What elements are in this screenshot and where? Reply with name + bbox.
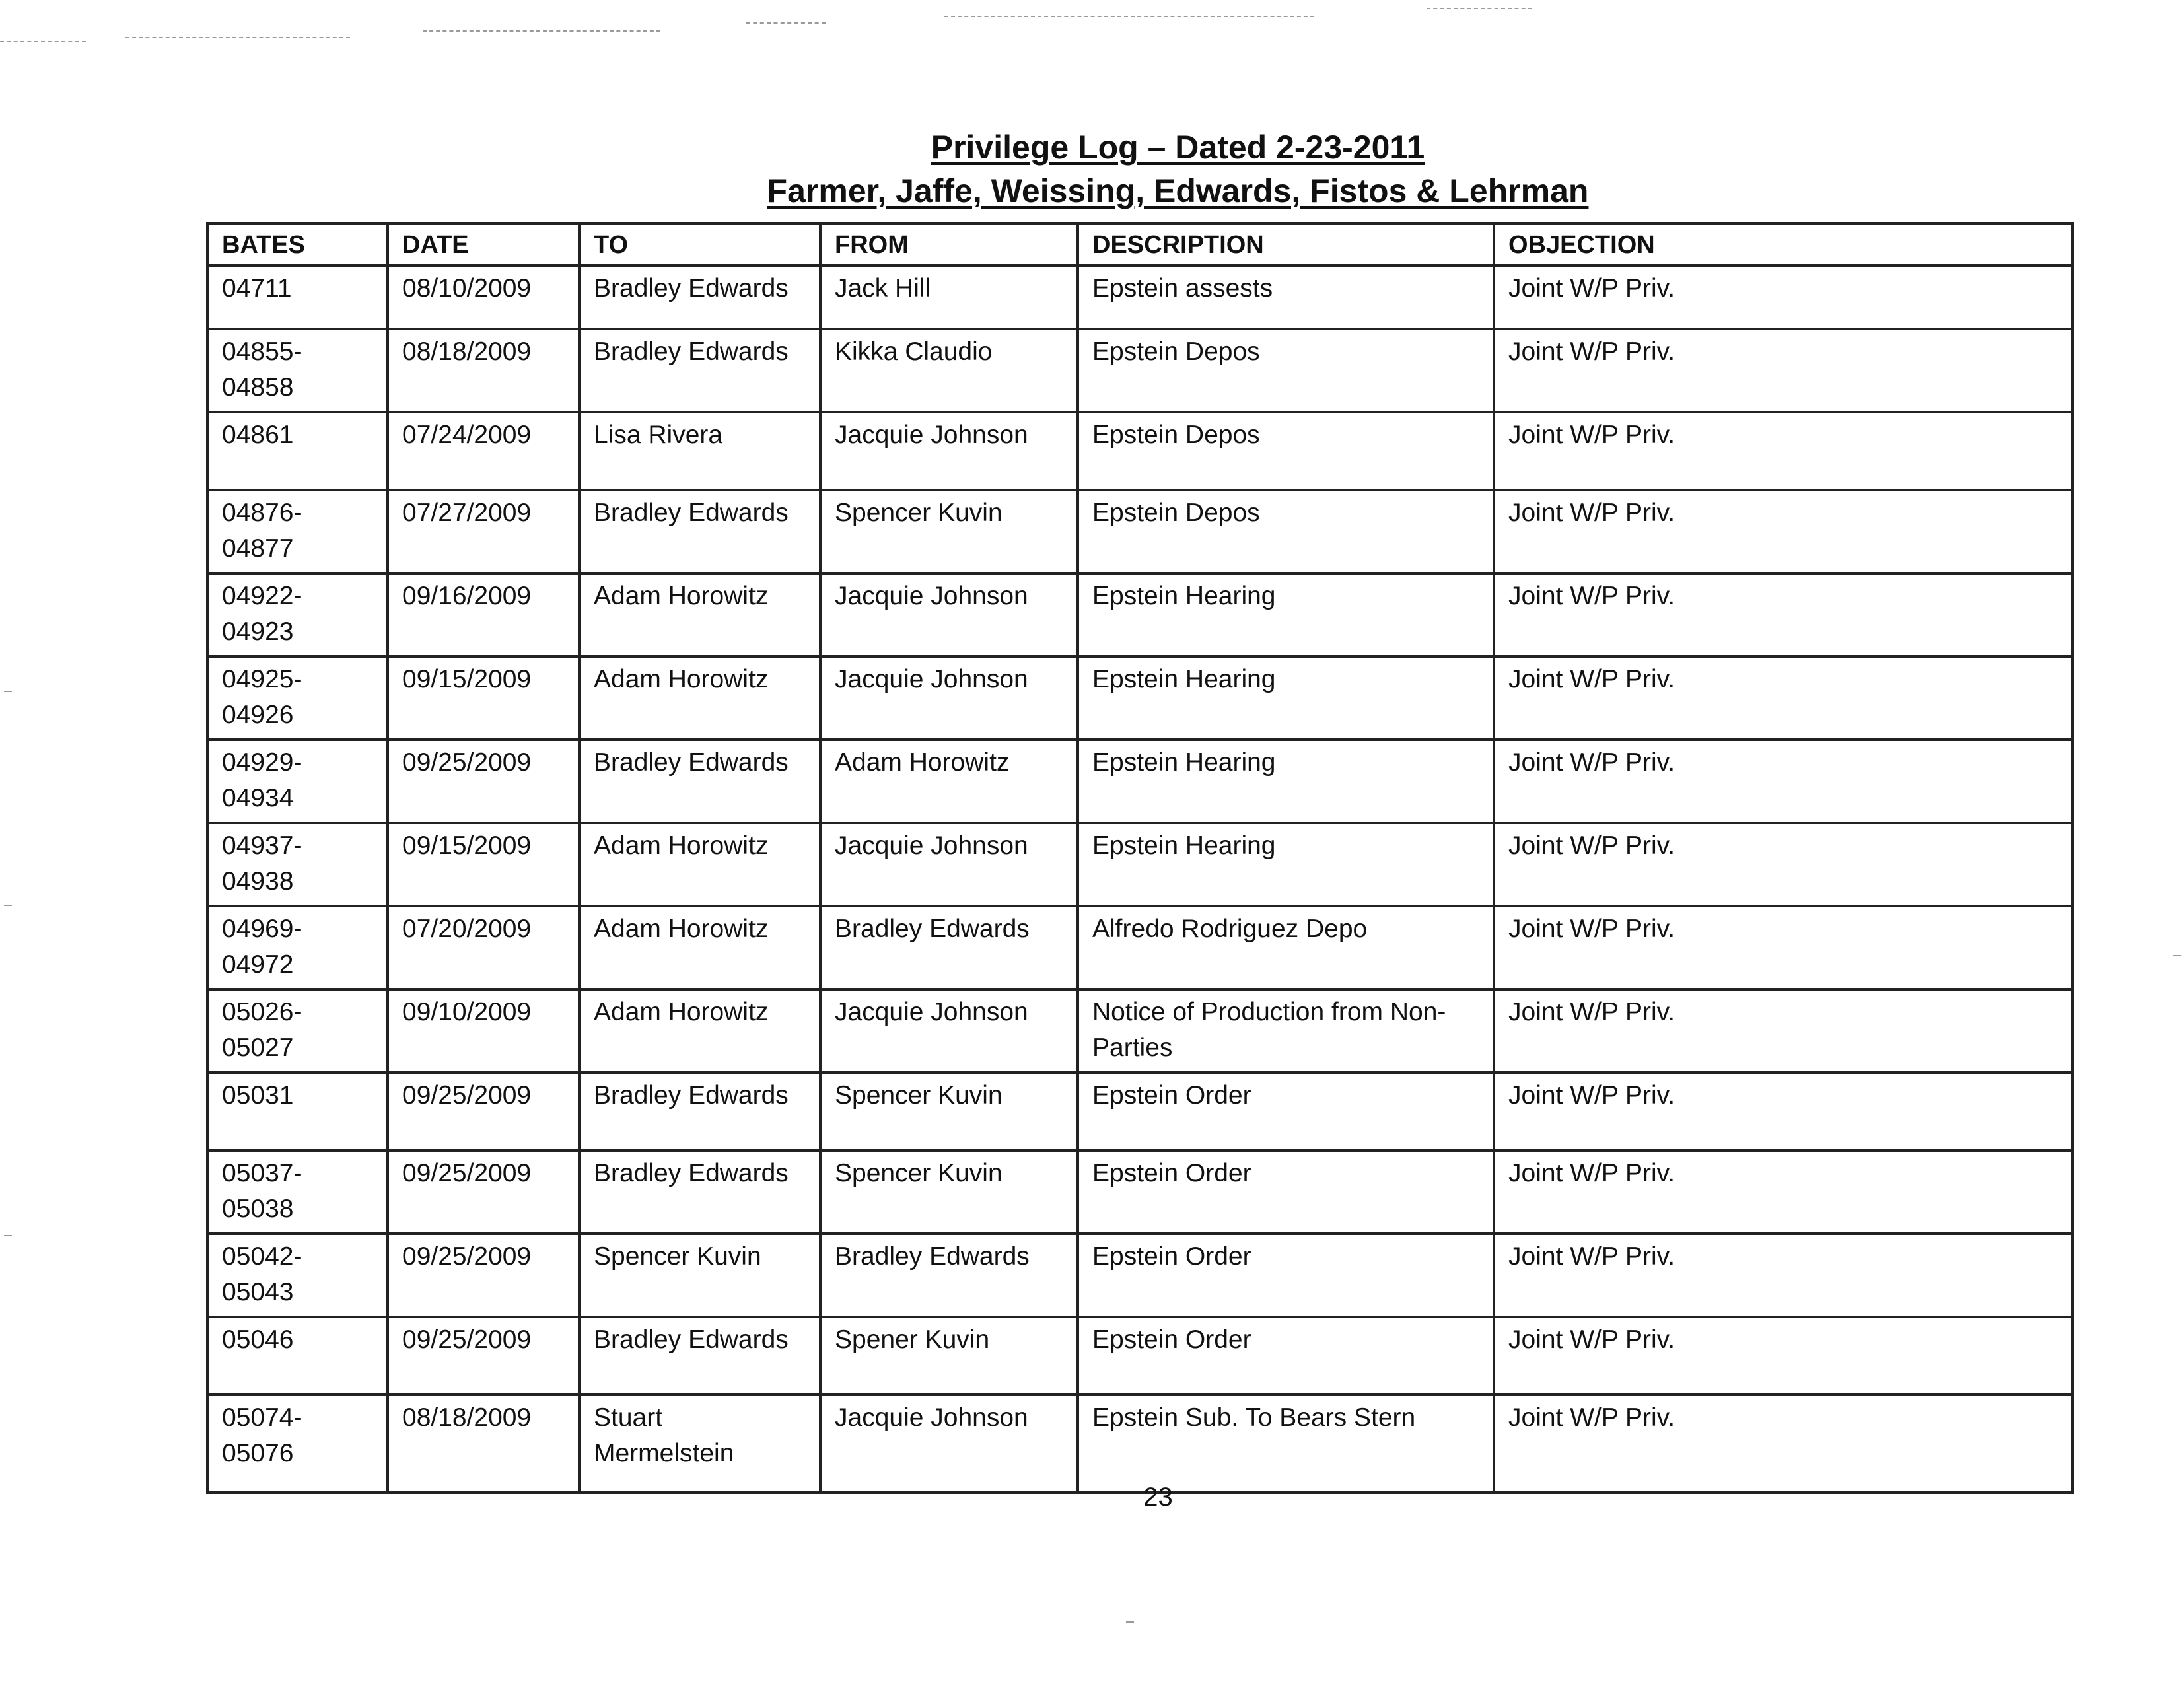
cell-objection: Joint W/P Priv. — [1494, 265, 2072, 329]
cell-description: Alfredo Rodriguez Depo — [1078, 906, 1494, 989]
cell-to: Bradley Edwards — [579, 490, 820, 573]
cell-date: 09/25/2009 — [388, 1073, 579, 1150]
margin-mark — [1126, 1621, 1134, 1623]
table-row — [207, 329, 2072, 412]
cell-bates: 05026-05027 — [207, 989, 388, 1073]
cell-objection: Joint W/P Priv. — [1494, 1317, 2072, 1395]
cell-objection: Joint W/P Priv. — [1494, 906, 2072, 989]
cell-objection: Joint W/P Priv. — [1494, 989, 2072, 1073]
cell-bates: 04937-04938 — [207, 823, 388, 906]
margin-mark — [4, 905, 12, 906]
table-row — [207, 265, 2072, 329]
cell-to: Bradley Edwards — [579, 265, 820, 329]
table-row — [207, 823, 2072, 906]
table-row — [207, 1073, 2072, 1150]
cell-bates: 04929-04934 — [207, 740, 388, 823]
cell-to: Adam Horowitz — [579, 823, 820, 906]
cell-objection: Joint W/P Priv. — [1494, 1073, 2072, 1150]
cell-to: Stuart Mermelstein — [579, 1395, 820, 1493]
margin-mark — [4, 691, 12, 692]
cell-bates: 04925-04926 — [207, 656, 388, 740]
cell-objection: Joint W/P Priv. — [1494, 1234, 2072, 1317]
margin-mark — [2173, 955, 2181, 956]
cell-description: Epstein Depos — [1078, 329, 1494, 412]
cell-bates: 05046 — [207, 1317, 388, 1395]
margin-mark — [4, 1235, 12, 1236]
scan-artifact-line — [944, 16, 1314, 17]
document-subtitle: Farmer, Jaffe, Weissing, Edwards, Fistos & Lehrman — [767, 172, 1589, 209]
cell-description: Epstein Depos — [1078, 490, 1494, 573]
cell-date: 08/18/2009 — [388, 329, 579, 412]
cell-from: Jacquie Johnson — [820, 412, 1078, 490]
cell-from: Jack Hill — [820, 265, 1078, 329]
column-header-bates: BATES — [207, 223, 388, 265]
table-row — [207, 906, 2072, 989]
cell-to: Spencer Kuvin — [579, 1234, 820, 1317]
page-number: 23 — [1143, 1483, 1173, 1512]
cell-bates: 04711 — [207, 265, 388, 329]
cell-bates: 04969-04972 — [207, 906, 388, 989]
cell-from: Kikka Claudio — [820, 329, 1078, 412]
scan-artifact-line — [746, 22, 826, 24]
cell-bates: 05042-05043 — [207, 1234, 388, 1317]
cell-objection: Joint W/P Priv. — [1494, 329, 2072, 412]
cell-from: Spencer Kuvin — [820, 1073, 1078, 1150]
cell-from: Spencer Kuvin — [820, 1150, 1078, 1234]
cell-objection: Joint W/P Priv. — [1494, 1395, 2072, 1493]
scan-artifact-line — [0, 41, 86, 42]
cell-from: Jacquie Johnson — [820, 989, 1078, 1073]
scan-artifact-line — [423, 30, 660, 32]
scan-artifact-line — [1427, 8, 1532, 9]
cell-to: Bradley Edwards — [579, 1073, 820, 1150]
table-row — [207, 490, 2072, 573]
cell-description: Epstein Order — [1078, 1317, 1494, 1395]
cell-description: Epstein Hearing — [1078, 823, 1494, 906]
cell-objection: Joint W/P Priv. — [1494, 490, 2072, 573]
cell-date: 07/24/2009 — [388, 412, 579, 490]
cell-date: 09/25/2009 — [388, 740, 579, 823]
cell-bates: 05031 — [207, 1073, 388, 1150]
cell-bates: 04861 — [207, 412, 388, 490]
cell-from: Spener Kuvin — [820, 1317, 1078, 1395]
cell-from: Bradley Edwards — [820, 906, 1078, 989]
cell-to: Adam Horowitz — [579, 656, 820, 740]
cell-description: Epstein Hearing — [1078, 573, 1494, 656]
cell-from: Jacquie Johnson — [820, 656, 1078, 740]
cell-to: Bradley Edwards — [579, 329, 820, 412]
table-row — [207, 1234, 2072, 1317]
column-header-from: FROM — [820, 223, 1078, 265]
cell-to: Bradley Edwards — [579, 740, 820, 823]
cell-description: Epstein Order — [1078, 1234, 1494, 1317]
title-block — [0, 125, 2184, 213]
column-header-date: DATE — [388, 223, 579, 265]
cell-description: Epstein Sub. To Bears Stern — [1078, 1395, 1494, 1493]
cell-description: Epstein Hearing — [1078, 740, 1494, 823]
cell-description: Notice of Production from Non-Parties — [1078, 989, 1494, 1073]
table-row — [207, 1395, 2072, 1493]
cell-date: 09/25/2009 — [388, 1317, 579, 1395]
cell-description: Epstein Order — [1078, 1150, 1494, 1234]
cell-date: 07/20/2009 — [388, 906, 579, 989]
scan-artifact-line — [125, 37, 350, 38]
cell-from: Jacquie Johnson — [820, 823, 1078, 906]
cell-date: 09/25/2009 — [388, 1150, 579, 1234]
privilege-log-table — [206, 222, 2074, 1494]
column-header-to: TO — [579, 223, 820, 265]
cell-date: 09/15/2009 — [388, 823, 579, 906]
cell-description: Epstein Order — [1078, 1073, 1494, 1150]
cell-description: Epstein Depos — [1078, 412, 1494, 490]
cell-to: Adam Horowitz — [579, 573, 820, 656]
cell-date: 09/25/2009 — [388, 1234, 579, 1317]
table-row — [207, 656, 2072, 740]
cell-description: Epstein assests — [1078, 265, 1494, 329]
table-row — [207, 1150, 2072, 1234]
cell-from: Spencer Kuvin — [820, 490, 1078, 573]
column-header-description: DESCRIPTION — [1078, 223, 1494, 265]
cell-objection: Joint W/P Priv. — [1494, 656, 2072, 740]
cell-date: 08/18/2009 — [388, 1395, 579, 1493]
cell-date: 07/27/2009 — [388, 490, 579, 573]
cell-bates: 04876-04877 — [207, 490, 388, 573]
cell-objection: Joint W/P Priv. — [1494, 573, 2072, 656]
cell-date: 09/15/2009 — [388, 656, 579, 740]
cell-bates: 04855-04858 — [207, 329, 388, 412]
cell-to: Adam Horowitz — [579, 906, 820, 989]
cell-bates: 05074-05076 — [207, 1395, 388, 1493]
cell-objection: Joint W/P Priv. — [1494, 1150, 2072, 1234]
cell-date: 08/10/2009 — [388, 265, 579, 329]
table-header-row — [207, 223, 2072, 265]
table-row — [207, 740, 2072, 823]
table-row — [207, 989, 2072, 1073]
cell-date: 09/10/2009 — [388, 989, 579, 1073]
cell-bates: 05037-05038 — [207, 1150, 388, 1234]
table-row — [207, 1317, 2072, 1395]
table-row — [207, 573, 2072, 656]
cell-from: Jacquie Johnson — [820, 573, 1078, 656]
column-header-objection: OBJECTION — [1494, 223, 2072, 265]
cell-bates: 04922-04923 — [207, 573, 388, 656]
cell-objection: Joint W/P Priv. — [1494, 740, 2072, 823]
cell-to: Lisa Rivera — [579, 412, 820, 490]
cell-from: Adam Horowitz — [820, 740, 1078, 823]
cell-to: Adam Horowitz — [579, 989, 820, 1073]
document-title: Privilege Log – Dated 2-23-2011 — [931, 129, 1425, 166]
cell-from: Bradley Edwards — [820, 1234, 1078, 1317]
table-row — [207, 412, 2072, 490]
cell-date: 09/16/2009 — [388, 573, 579, 656]
cell-from: Jacquie Johnson — [820, 1395, 1078, 1493]
cell-objection: Joint W/P Priv. — [1494, 823, 2072, 906]
cell-to: Bradley Edwards — [579, 1150, 820, 1234]
cell-description: Epstein Hearing — [1078, 656, 1494, 740]
cell-to: Bradley Edwards — [579, 1317, 820, 1395]
cell-objection: Joint W/P Priv. — [1494, 412, 2072, 490]
